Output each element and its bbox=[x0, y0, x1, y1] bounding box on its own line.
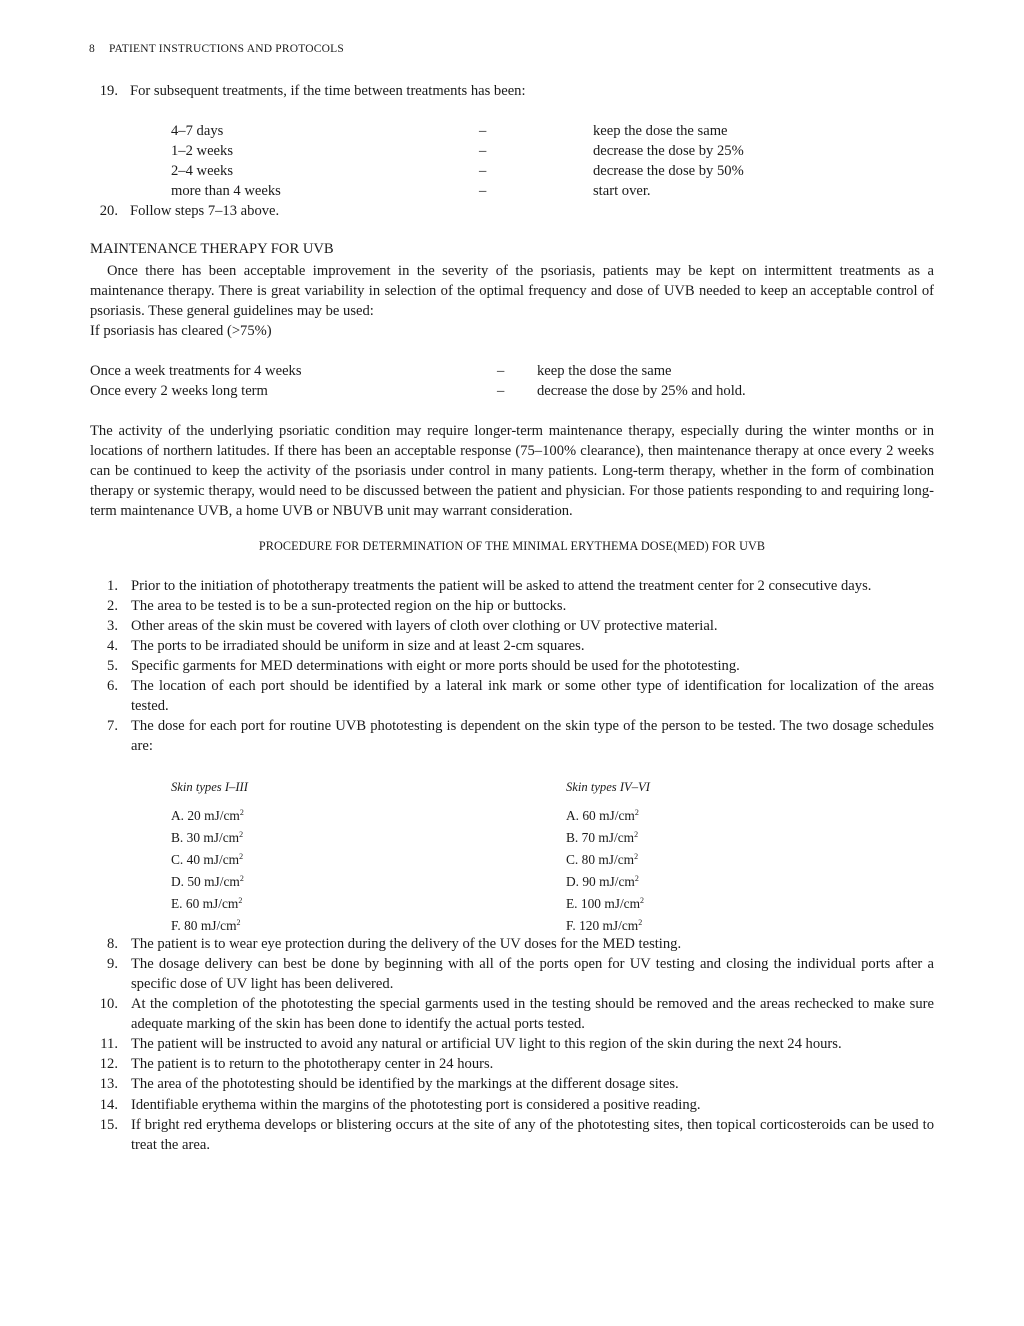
step-number: 12. bbox=[99, 1056, 118, 1072]
dose-cell: A. 20 $mJ/cm^2$ bbox=[171, 808, 244, 823]
paragraph: The activity of the underlying psoriatic condition may require longer-term maintenance therapy, especially during the winter months or in locations of northern latitudes. If there has been an acceptable response (75–100% clearance), then maintenance therapy at once every 2 weeks can be continued to keep the activity of the psoriasis under control in many patients. Long-term therapy, whether in the form of combination therapy or systemic therapy, would need to be discussed between the patient and physician. For those patients responding to and requiring long-term maintenance UVB, a home UVB or NBUVB unit may warrant consideration. bbox=[90, 423, 934, 519]
condition-text: If psoriasis has cleared (>75%) bbox=[90, 323, 272, 339]
running-head bbox=[89, 43, 344, 55]
step-text: For subsequent treatments, if the time between treatments has been: bbox=[130, 83, 526, 99]
step-number: 11. bbox=[100, 1036, 118, 1052]
step-text: If bright red erythema develops or blistering occurs at the site of any of the phototesting sites, then topical corticosteroids can be used to treat the area. bbox=[131, 1117, 934, 1153]
step-text: The area to be tested is to be a sun-protected region on the hip or buttocks. bbox=[131, 598, 567, 614]
running-head-title: PATIENT INSTRUCTIONS AND PROTOCOLS bbox=[108, 43, 344, 55]
dose-cell: C. 80 $mJ/cm^2$ bbox=[566, 852, 639, 867]
action-cell: decrease the dose by 25% and hold. bbox=[537, 383, 746, 399]
dose-cell: B. 30 $mJ/cm^2$ bbox=[171, 830, 244, 845]
step-number: 10. bbox=[99, 996, 118, 1012]
dash: – bbox=[479, 163, 487, 179]
step-text: The patient is to wear eye protection during the delivery of the UV doses for the MED testing. bbox=[131, 936, 682, 952]
step-text: Prior to the initiation of phototherapy treatments the patient will be asked to attend the treatment center for 2 consecutive days. bbox=[131, 578, 872, 594]
action-cell: decrease the dose by 25% bbox=[593, 143, 744, 159]
step-number: 20. bbox=[99, 203, 118, 219]
step-text: The area of the phototesting should be identified by the markings at the different dosage sites. bbox=[131, 1076, 679, 1092]
dash: – bbox=[497, 383, 505, 399]
step-text: The patient will be instructed to avoid any natural or artificial UV light to this region of the skin during the next 24 hours. bbox=[131, 1036, 842, 1052]
interval-cell: 4–7 days bbox=[171, 123, 224, 139]
column-header: Skin types I–III bbox=[171, 780, 248, 794]
step-text: The dose for each port for routine UVB phototesting is dependent on the skin type of the person to be tested. The two dosage schedules are: bbox=[131, 718, 934, 754]
dose-cell: B. 70 $mJ/cm^2$ bbox=[566, 830, 639, 845]
dose-cell: D. 50 $mJ/cm^2$ bbox=[171, 874, 244, 889]
dose-cell: A. 60 $mJ/cm^2$ bbox=[566, 808, 639, 823]
step-text: The dosage delivery can best be done by beginning with all of the ports open for UV testing and closing the individual ports after a specific dose of UV light has been delivered. bbox=[131, 956, 934, 992]
dash: – bbox=[479, 143, 487, 159]
dose-cell: F. 120 $mJ/cm^2$ bbox=[566, 918, 643, 933]
step-text: Identifiable erythema within the margins of the phototesting port is considered a positive reading. bbox=[131, 1097, 701, 1113]
procedure-heading: PROCEDURE FOR DETERMINATION OF THE MINIMAL ERYTHEMA DOSE(MED) FOR UVB bbox=[258, 539, 766, 553]
action-cell: keep the dose the same bbox=[537, 363, 672, 379]
schedule-cell: Once every 2 weeks long term bbox=[90, 383, 268, 399]
column-header: Skin types IV–VI bbox=[566, 780, 650, 794]
step-number: 4. bbox=[107, 638, 118, 654]
step-number: 15. bbox=[99, 1117, 118, 1133]
step-text: The patient is to return to the phototherapy center in 24 hours. bbox=[131, 1056, 494, 1072]
dose-cell: F. 80 $mJ/cm^2$ bbox=[171, 918, 241, 933]
step-number: 5. bbox=[107, 658, 118, 674]
step-number: 8. bbox=[107, 936, 118, 952]
interval-cell: 1–2 weeks bbox=[171, 143, 234, 159]
dash: – bbox=[497, 363, 505, 379]
dash: – bbox=[479, 123, 487, 139]
step-number: 1. bbox=[107, 578, 118, 594]
page-number: 8 bbox=[89, 43, 95, 55]
dash: – bbox=[479, 183, 487, 199]
step-text: The location of each port should be identified by a lateral ink mark or some other type of identification for localization of the areas tested. bbox=[131, 678, 934, 714]
step-text: Other areas of the skin must be covered with layers of cloth over clothing or UV protective material. bbox=[131, 618, 718, 634]
action-cell: start over. bbox=[593, 183, 651, 199]
step-text: At the completion of the phototesting the special garments used in the testing should be removed and the areas rechecked to make sure adequate marking of the skin has been done to identify the actual ports tested. bbox=[131, 996, 934, 1032]
step-number: 6. bbox=[107, 678, 118, 694]
step-number: 3. bbox=[107, 618, 118, 634]
dose-cell: E. 100 $mJ/cm^2$ bbox=[566, 896, 645, 911]
interval-cell: 2–4 weeks bbox=[171, 163, 234, 179]
step-number: 9. bbox=[107, 956, 118, 972]
step-number: 7. bbox=[107, 718, 118, 734]
step-number: 14. bbox=[99, 1097, 118, 1113]
action-cell: keep the dose the same bbox=[593, 123, 728, 139]
paragraph: Once there has been acceptable improvement in the severity of the psoriasis, patients may be kept on intermittent treatments as a maintenance therapy. There is great variability in selection of the optimal frequency and dose of UVB needed to keep an acceptable control of psoriasis. These general guidelines may be used: bbox=[90, 263, 934, 319]
dose-cell: D. 90 $mJ/cm^2$ bbox=[566, 874, 639, 889]
step-text: Follow steps 7–13 above. bbox=[130, 203, 280, 219]
step-number: 2. bbox=[107, 598, 118, 614]
step-number: 19. bbox=[99, 83, 118, 99]
step-text: Specific garments for MED determinations with eight or more ports should be used for the phototesting. bbox=[131, 658, 740, 674]
dose-cell: C. 40 $mJ/cm^2$ bbox=[171, 852, 244, 867]
section-heading: MAINTENANCE THERAPY FOR UVB bbox=[90, 241, 334, 257]
action-cell: decrease the dose by 50% bbox=[593, 163, 744, 179]
schedule-cell: Once a week treatments for 4 weeks bbox=[90, 363, 302, 379]
dose-cell: E. 60 $mJ/cm^2$ bbox=[171, 896, 243, 911]
step-text: The ports to be irradiated should be uniform in size and at least 2-cm squares. bbox=[131, 638, 585, 654]
step-number: 13. bbox=[99, 1076, 118, 1092]
interval-cell: more than 4 weeks bbox=[171, 183, 281, 199]
